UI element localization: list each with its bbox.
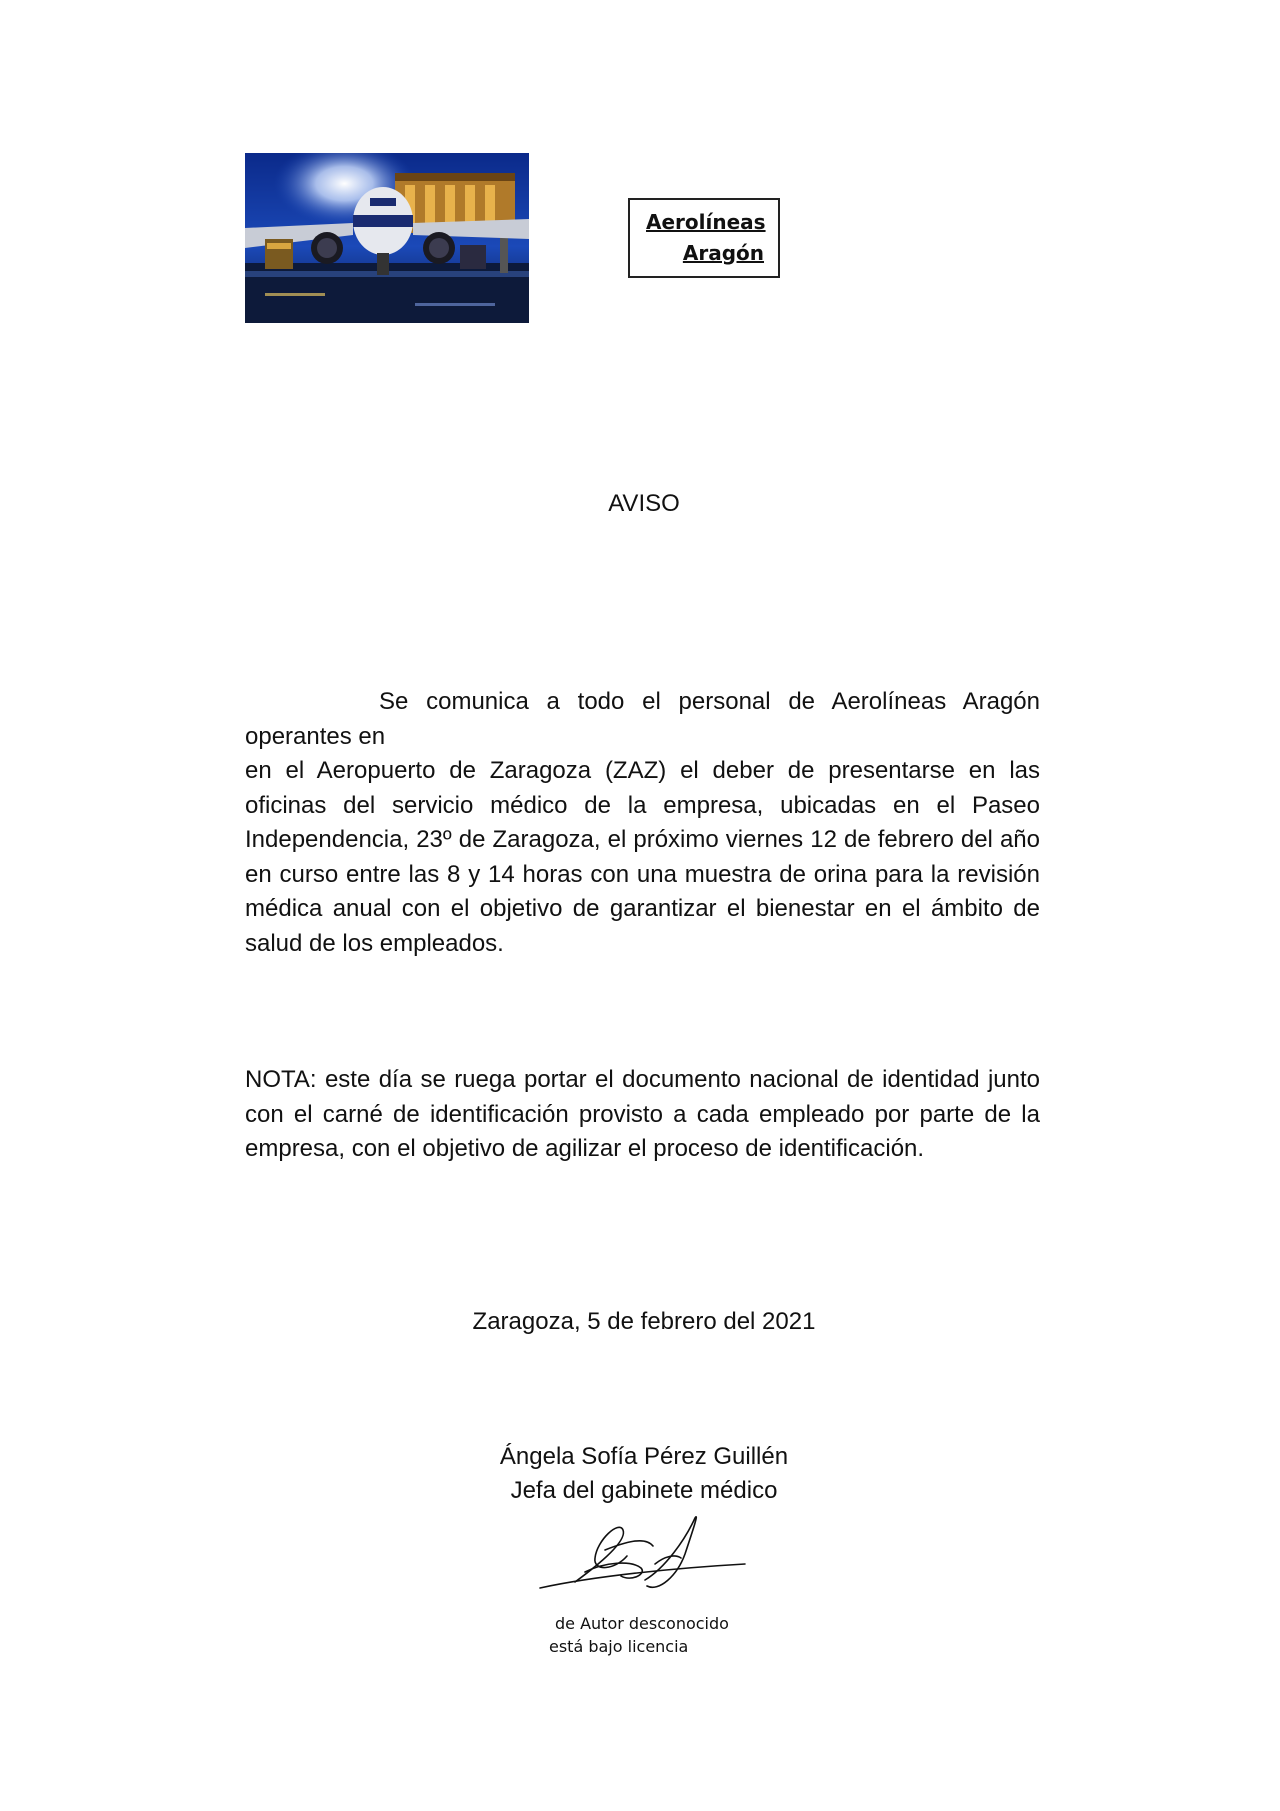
body-paragraph-1 [245, 685, 1040, 961]
airplane-at-gate-icon [245, 153, 529, 323]
notice-title: AVISO [608, 490, 680, 517]
airline-logo [628, 198, 780, 278]
paragraph-1-rest: en el Aeropuerto de Zaragoza (ZAZ) el deber de presentarse en las oficinas del servicio médico de la empresa, ubicadas en el Paseo Independencia, 23º de Zaragoza, el próximo viernes 12 de febrero del año en curso entre las 8 y 14 horas con una muestra de orina para la revisión médica anual con el objetivo de garantizar el bienestar en el ámbito de salud de los empleados. [245, 757, 1040, 957]
logo-line-1: Aerolíneas [646, 210, 766, 234]
note-text: NOTA: este día se ruega portar el documento nacional de identidad junto con el carné de identificación provisto a cada empleado por parte de la empresa, con el objetivo de agilizar el proceso de identificación. [245, 1066, 1040, 1162]
signer-role: Jefa del gabinete médico [510, 1477, 778, 1504]
place-and-date: Zaragoza, 5 de febrero del 2021 [472, 1308, 816, 1335]
signature-icon [535, 1510, 750, 1600]
paragraph-1-second-line: operantes en [245, 722, 386, 750]
signer-name: Ángela Sofía Pérez Guillén [499, 1443, 789, 1470]
paragraph-1-first-line: Se comunica a todo el personal de Aerolíneas Aragón [379, 688, 1040, 715]
logo-line-2: Aragón [682, 241, 764, 265]
image-credit-line-2: está bajo licencia [549, 1637, 689, 1656]
note-paragraph [245, 1063, 1040, 1167]
image-credit-line-1: de Autor desconocido [555, 1614, 729, 1633]
airplane-photo [245, 153, 529, 323]
